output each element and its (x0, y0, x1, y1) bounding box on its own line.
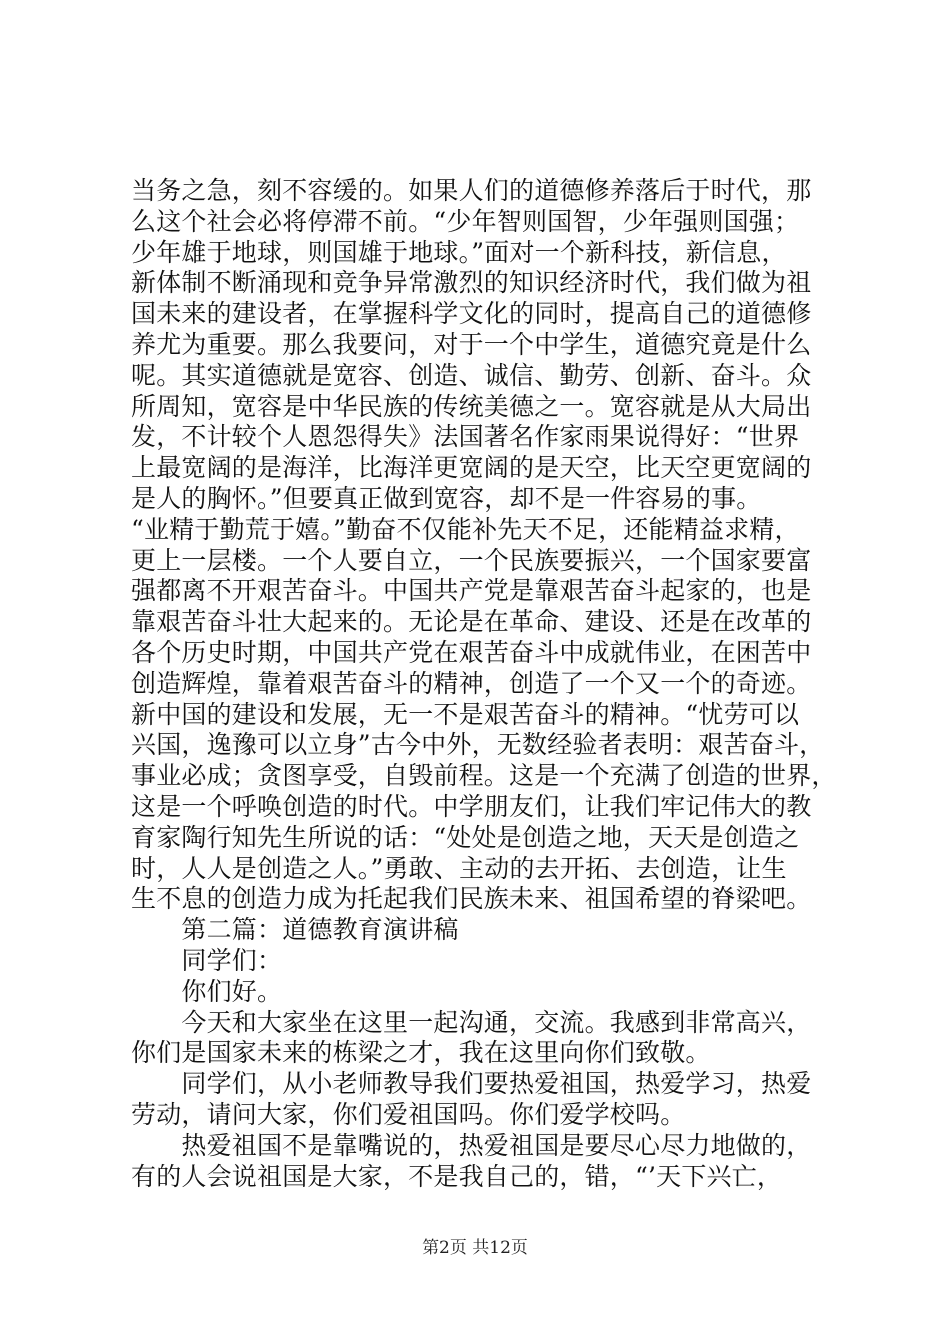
greeting: 你们好。 (131, 976, 283, 1006)
text-line: 育家陶行知先生所说的话：“处处是创造之地，天天是创造之 (131, 822, 800, 852)
text-line: 国未来的建设者，在掌握科学文化的同时，提高自己的道德修 (131, 299, 812, 329)
text-line: 么这个社会必将停滞不前。“少年智则国智，少年强则国强； (131, 206, 800, 236)
page-number-footer: 第2页 共12页 (422, 1238, 528, 1258)
text-line: “业精于勤荒于嬉。”勤奋不仅能补先天不足，还能精益求精， (131, 514, 800, 544)
body-text (131, 176, 837, 1192)
text-line: 养尤为重要。那么我要问，对于一个中学生，道德究竟是什么 (131, 329, 812, 359)
text-line: 上最宽阔的是海洋，比海洋更宽阔的是天空，比天空更宽阔的 (131, 453, 812, 483)
text-line: 当务之急，刻不容缓的。如果人们的道德修养落后于时代，那 (131, 176, 812, 205)
text-line: 时，人人是创造之人。”勇敢、主动的去开拓、去创造，让生 (131, 853, 787, 883)
text-line: 各个历史时期，中国共产党在艰苦奋斗中成就伟业，在困苦中 (131, 637, 812, 667)
salutation: 同学们： (131, 945, 283, 975)
text-line: 今天和大家坐在这里一起沟通，交流。我感到非常高兴， (131, 1007, 812, 1037)
text-line: 生不息的创造力成为托起我们民族未来、祖国希望的脊梁吧。 (131, 884, 812, 914)
text-line: 靠艰苦奋斗壮大起来的。无论是在革命、建设、还是在改革的 (131, 607, 812, 637)
text-line: 少年雄于地球，则国雄于地球。”面对一个新科技，新信息， (131, 237, 787, 267)
section-heading: 第二篇：道德教育演讲稿 (131, 915, 459, 945)
text-line: 创造辉煌，靠着艰苦奋斗的精神，创造了一个又一个的奇迹。 (131, 668, 812, 698)
text-line: 新体制不断涌现和竞争异常激烈的知识经济时代，我们做为祖 (131, 268, 812, 298)
text-line: 热爱祖国不是靠嘴说的，热爱祖国是要尽心尽力地做的， (131, 1130, 812, 1160)
text-line: 所周知，宽容是中华民族的传统美德之一。宽容就是从大局出 (131, 391, 812, 421)
text-line: 是人的胸怀。”但要真正做到宽容，却不是一件容易的事。 (131, 483, 762, 513)
text-line: 劳动，请问大家，你们爱祖国吗。你们爱学校吗。 (131, 1099, 686, 1129)
text-line: 有的人会说祖国是大家，不是我自己的，错，“’天下兴亡， (131, 1161, 783, 1191)
text-line: 这是一个呼唤创造的时代。中学朋友们，让我们牢记伟大的教 (131, 791, 812, 821)
text-line: 强都离不开艰苦奋斗。中国共产党是靠艰苦奋斗起家的，也是 (131, 576, 812, 606)
text-line: 呢。其实道德就是宽容、创造、诚信、勤劳、创新、奋斗。众 (131, 360, 812, 390)
text-line: 事业必成；贪图享受，自毁前程。这是一个充满了创造的世界， (131, 761, 837, 791)
text-line: 同学们，从小老师教导我们要热爱祖国，热爱学习，热爱 (131, 1069, 812, 1099)
text-line: 兴国，逸豫可以立身”古今中外，无数经验者表明：艰苦奋斗， (131, 730, 825, 760)
text-line: 你们是国家未来的栋梁之才，我在这里向你们致敬。 (131, 1038, 711, 1068)
text-line: 发，不计较个人恩怨得失》法国著名作家雨果说得好：“世界 (131, 422, 800, 452)
text-line: 更上一层楼。一个人要自立，一个民族要振兴，一个国家要富 (131, 545, 812, 575)
text-line: 新中国的建设和发展，无一不是艰苦奋斗的精神。“忧劳可以 (131, 699, 800, 729)
